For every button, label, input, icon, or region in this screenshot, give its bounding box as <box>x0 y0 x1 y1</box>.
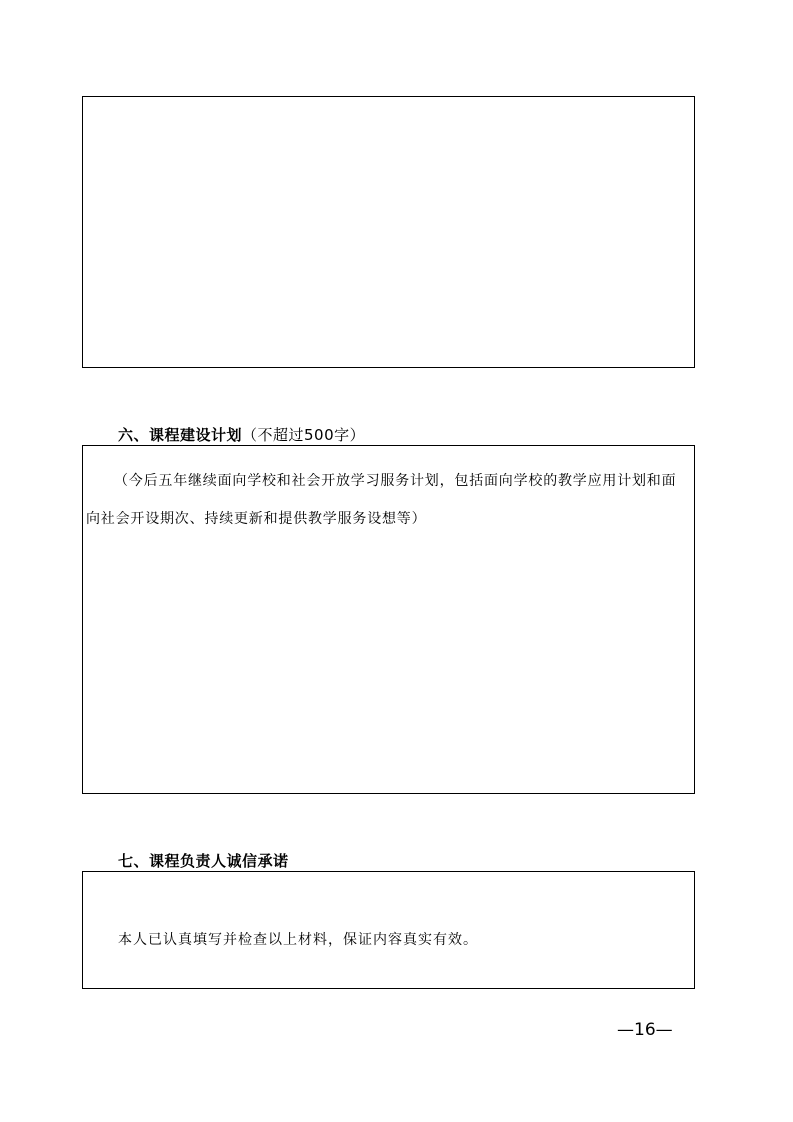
course-plan-heading-title: 六、课程建设计划 <box>118 426 243 444</box>
course-plan-field-box <box>82 445 695 794</box>
page-number: —16— <box>617 1020 673 1040</box>
course-plan-heading <box>118 424 365 445</box>
previous-section-field-box <box>82 96 695 368</box>
course-plan-word-limit: （不超过500字） <box>242 426 366 444</box>
course-plan-hint-text: （今后五年继续面向学校和社会开放学习服务计划，包括面向学校的教学应用计划和面向社会开设期次、持续更新和提供教学服务设想等） <box>86 473 677 527</box>
integrity-pledge-field-box <box>82 871 695 989</box>
integrity-pledge-heading: 七、课程负责人诚信承诺 <box>118 852 289 870</box>
integrity-pledge-statement: 本人已认真填写并检查以上材料，保证内容真实有效。 <box>118 932 478 948</box>
